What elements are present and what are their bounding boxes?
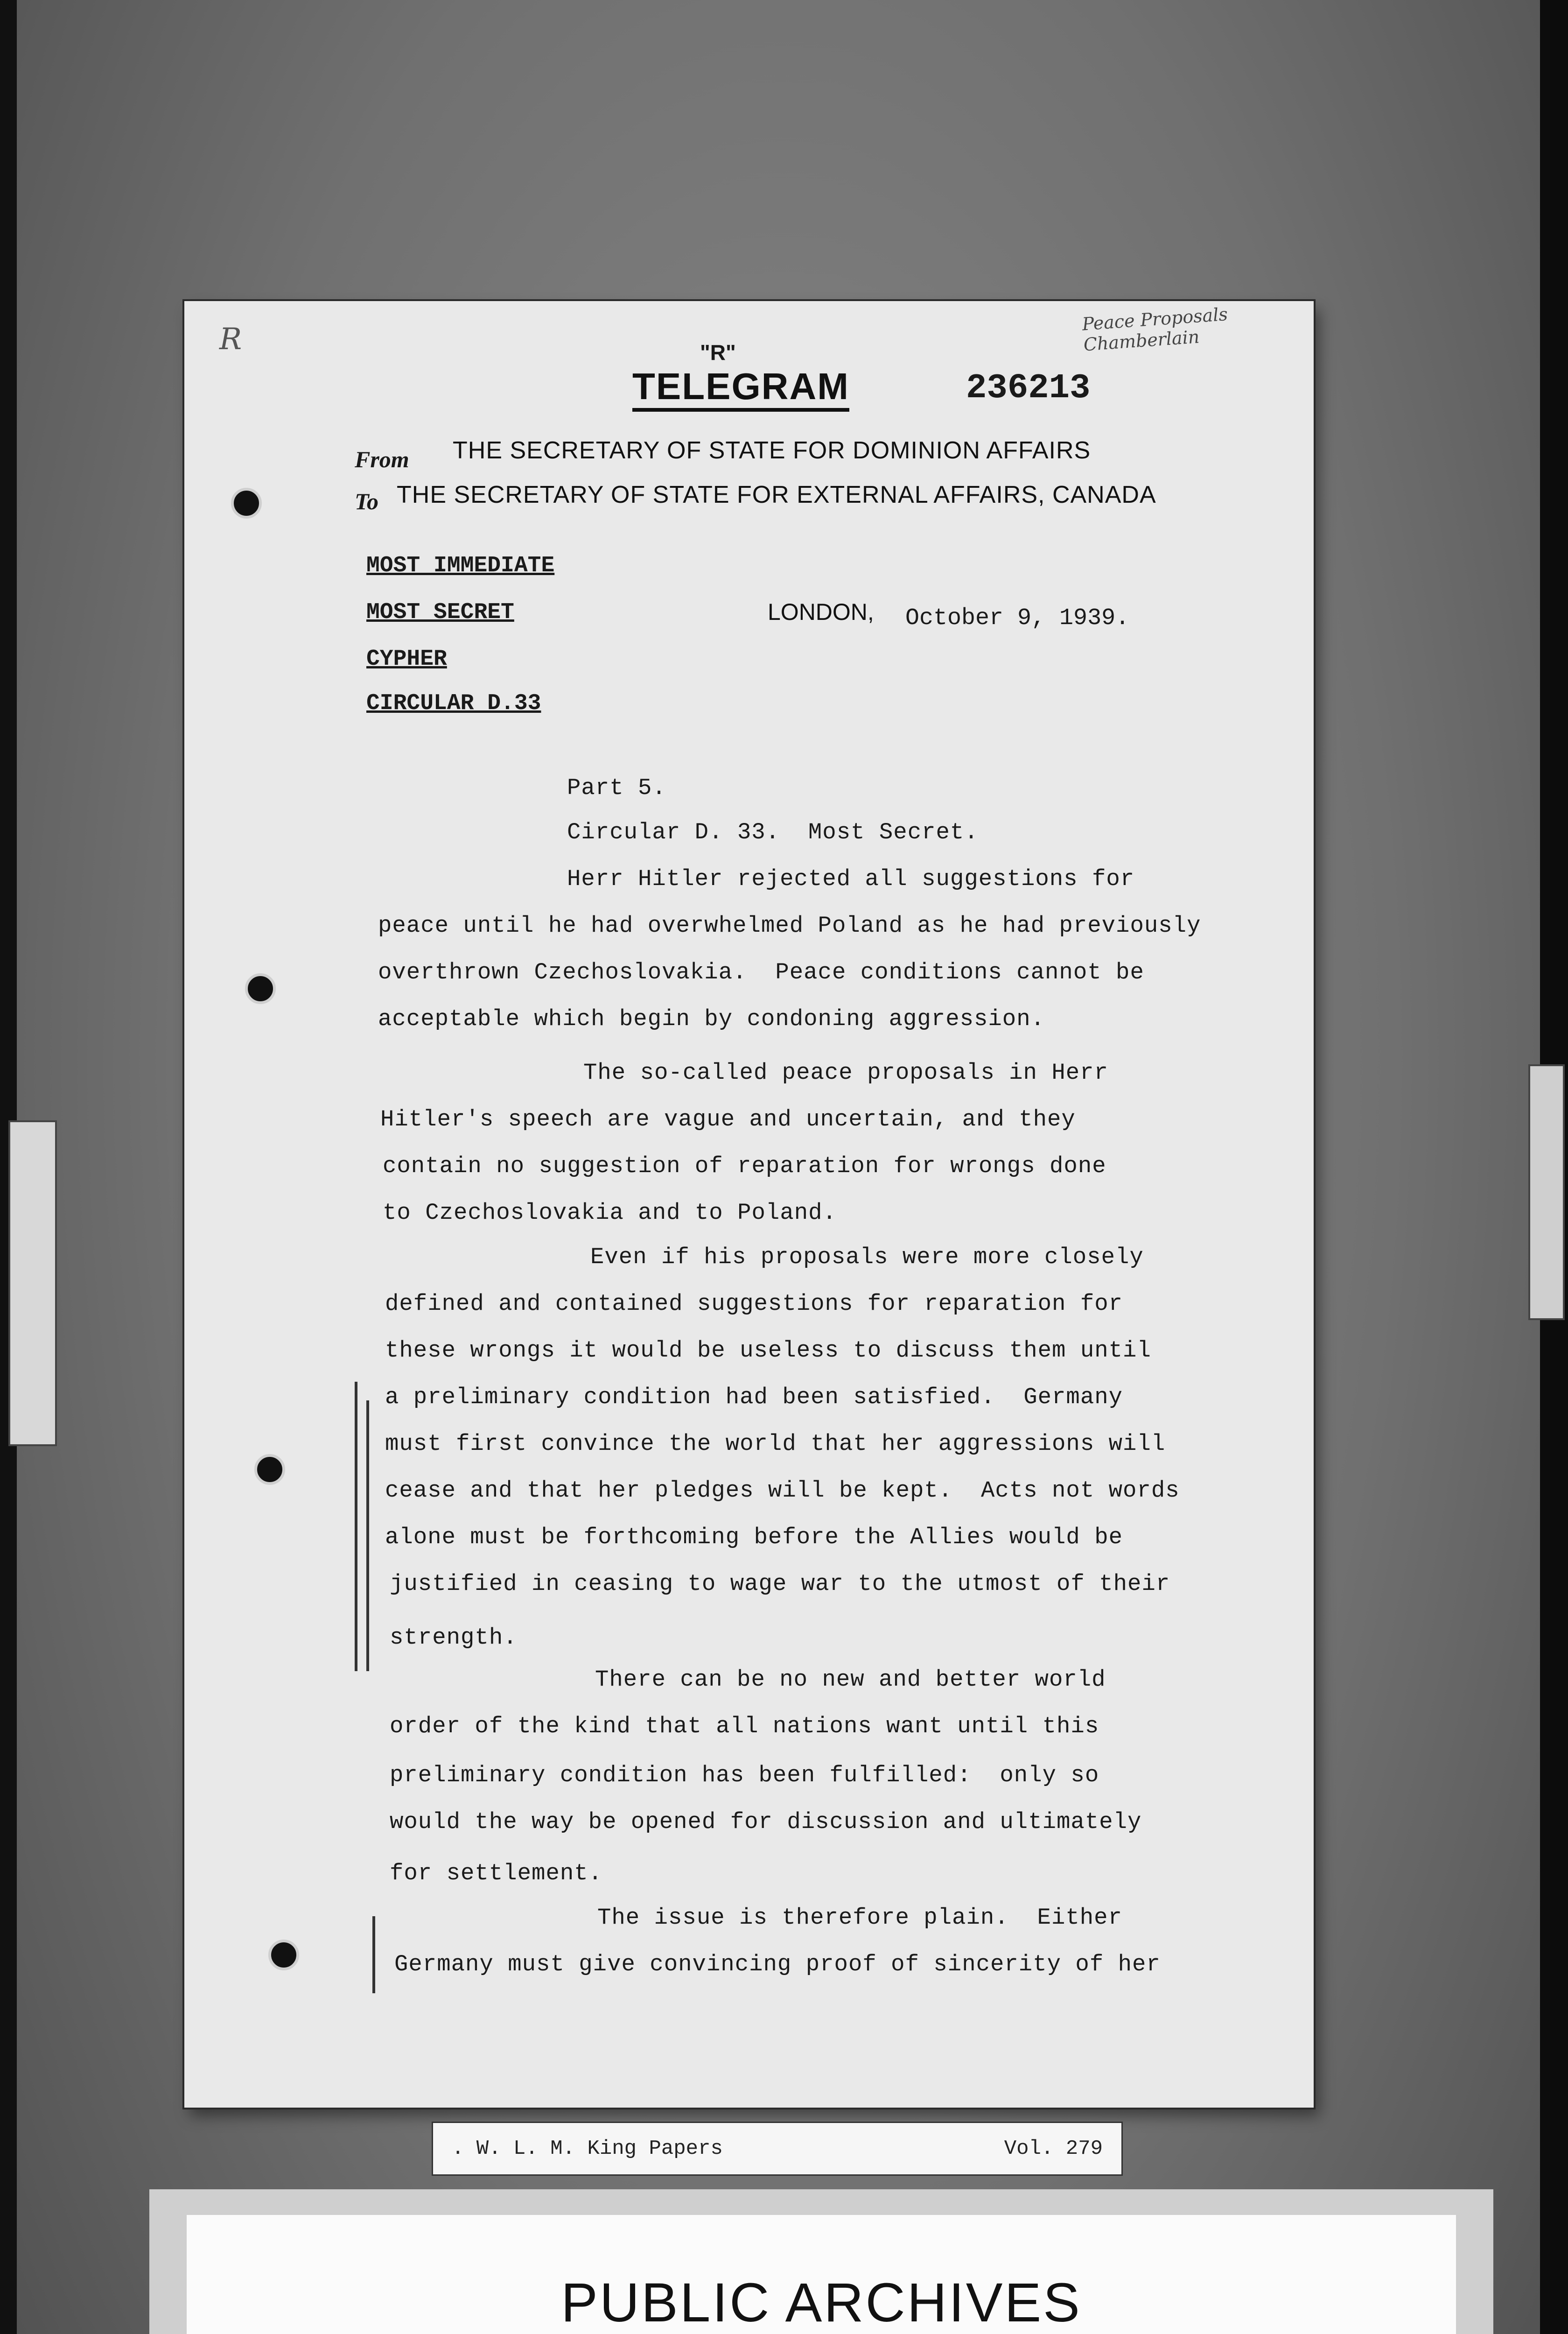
from-text: THE SECRETARY OF STATE FOR DOMINION AFFAIRS	[453, 437, 1091, 464]
punch-hole	[245, 973, 276, 1004]
body-line: The issue is therefore plain. Either	[597, 1905, 1122, 1931]
handwritten-note: Peace Proposals Chamberlain	[1081, 303, 1229, 355]
classification-line: CIRCULAR D.33	[366, 691, 541, 716]
mounting-tab-right	[1528, 1064, 1565, 1320]
punch-hole	[268, 1940, 299, 1970]
body-line: alone must be forthcoming before the Allies would be	[385, 1524, 1123, 1550]
body-line: Even if his proposals were more closely	[590, 1244, 1144, 1270]
telegram-number: 236213	[966, 369, 1091, 408]
body-line: order of the kind that all nations want until this	[390, 1713, 1099, 1739]
body-line: strength.	[390, 1624, 518, 1651]
body-line: justified in ceasing to wage war to the utmost of their	[390, 1571, 1170, 1597]
body-line: for settlement.	[390, 1860, 603, 1886]
collection-label: . W. L. M. King Papers	[452, 2137, 723, 2160]
body-line: contain no suggestion of reparation for wrongs done	[383, 1153, 1106, 1179]
reference-strip	[432, 2122, 1123, 2176]
body-line: Herr Hitler rejected all suggestions for	[567, 866, 1135, 892]
body-line: preliminary condition has been fulfilled: only so	[390, 1762, 1099, 1788]
punch-hole	[254, 1454, 285, 1485]
classification-line: MOST IMMEDIATE	[366, 553, 555, 578]
margin-bracket	[355, 1382, 357, 1671]
body-line: a preliminary condition had been satisfied. Germany	[385, 1384, 1123, 1410]
margin-bracket	[366, 1400, 369, 1671]
body-line: peace until he had overwhelmed Poland as he had previously	[378, 913, 1201, 939]
from-label: From	[355, 446, 409, 472]
body-line: Circular D. 33. Most Secret.	[567, 819, 979, 845]
r-mark: "R"	[700, 340, 736, 365]
body-line: must first convince the world that her aggressions will	[385, 1431, 1166, 1457]
origin-place: LONDON,	[768, 599, 874, 625]
body-line: cease and that her pledges will be kept. Acts not words	[385, 1477, 1180, 1504]
classification-line: MOST SECRET	[366, 600, 514, 625]
body-line: Part 5.	[567, 775, 666, 801]
to-text: THE SECRETARY OF STATE FOR EXTERNAL AFFAIRS, CANADA	[397, 481, 1156, 508]
classification-line: CYPHER	[366, 647, 447, 672]
volume-label: Vol. 279	[1004, 2137, 1103, 2160]
origin-date: October 9, 1939.	[905, 605, 1130, 632]
body-line: Germany must give convincing proof of sincerity of her	[394, 1951, 1161, 1977]
body-line: There can be no new and better world	[595, 1666, 1106, 1693]
body-line: Hitler's speech are vague and uncertain, and they	[380, 1106, 1076, 1132]
handwritten-mark: R	[219, 322, 242, 357]
body-line: acceptable which begin by condoning aggression.	[378, 1006, 1045, 1032]
punch-hole	[231, 488, 262, 519]
archive-stamp	[187, 2215, 1456, 2334]
mounting-tab-left	[8, 1120, 57, 1446]
body-line: would the way be opened for discussion and ultimately	[390, 1809, 1142, 1835]
body-line: these wrongs it would be useless to discuss them until	[385, 1337, 1151, 1364]
body-line: The so-called peace proposals in Herr	[583, 1060, 1108, 1086]
body-line: defined and contained suggestions for reparation for	[385, 1291, 1123, 1317]
body-line: overthrown Czechoslovakia. Peace conditions cannot be	[378, 959, 1144, 985]
stamp-line-english: PUBLIC ARCHIVES	[561, 2272, 1082, 2334]
document-title: TELEGRAM	[632, 365, 849, 412]
to-label: To	[355, 488, 378, 514]
margin-bracket	[372, 1916, 375, 1993]
body-line: to Czechoslovakia and to Poland.	[383, 1200, 837, 1226]
